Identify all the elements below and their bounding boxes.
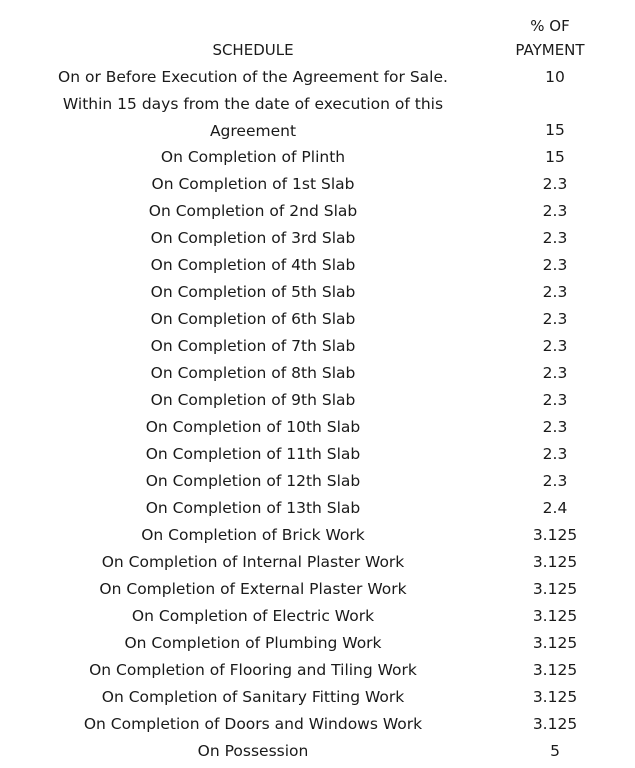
schedule-description: On Completion of Sanitary Fitting Work (101, 688, 405, 706)
table-row (0, 64, 635, 91)
schedule-description: On Completion of Plumbing Work (124, 634, 382, 652)
schedule-description: On Completion of 11th Slab (145, 445, 361, 463)
schedule-table (0, 64, 635, 765)
schedule-description: On or Before Execution of the Agreement for Sale. (58, 68, 448, 86)
schedule-description: On Completion of 9th Slab (150, 391, 356, 409)
table-row (0, 684, 635, 711)
percent-header-line2: PAYMENT (515, 41, 585, 59)
schedule-description: On Possession (197, 742, 309, 760)
schedule-description-line2: Agreement (209, 121, 297, 140)
table-row (0, 333, 635, 360)
schedule-description-line1: Within 15 days from the date of execution of this (62, 95, 444, 113)
payment-percent: 2.3 (542, 229, 568, 247)
payment-percent: 2.4 (542, 499, 568, 517)
payment-percent: 2.3 (542, 202, 568, 220)
schedule-description: On Completion of 13th Slab (145, 499, 361, 517)
table-row (0, 468, 635, 495)
payment-percent: 2.3 (542, 391, 568, 409)
payment-percent: 3.125 (532, 526, 578, 544)
table-row (0, 495, 635, 522)
percent-header-line1: % OF (530, 17, 570, 35)
table-row (0, 549, 635, 576)
payment-percent: 3.125 (532, 634, 578, 652)
payment-percent: 2.3 (542, 256, 568, 274)
payment-percent: 5 (550, 742, 560, 760)
table-row (0, 306, 635, 333)
table-row (0, 630, 635, 657)
schedule-description: On Completion of 6th Slab (150, 310, 356, 328)
table-row (0, 279, 635, 306)
schedule-description: On Completion of Doors and Windows Work (83, 715, 423, 733)
table-row (0, 91, 635, 144)
schedule-description: On Completion of Electric Work (131, 607, 375, 625)
schedule-description: On Completion of External Plaster Work (99, 580, 407, 598)
payment-percent: 15 (545, 121, 565, 139)
schedule-description: On Completion of 8th Slab (150, 364, 356, 382)
schedule-description: On Completion of Internal Plaster Work (101, 553, 405, 571)
schedule-description: On Completion of Flooring and Tiling Work (89, 661, 417, 679)
payment-percent: 10 (545, 68, 565, 86)
schedule-header: SCHEDULE (212, 41, 294, 59)
table-row (0, 576, 635, 603)
payment-percent: 2.3 (542, 175, 568, 193)
table-row (0, 414, 635, 441)
table-row (0, 738, 635, 765)
payment-percent: 2.3 (542, 418, 568, 436)
schedule-description: On Completion of 2nd Slab (148, 202, 358, 220)
table-row (0, 225, 635, 252)
payment-percent: 2.3 (542, 445, 568, 463)
table-row (0, 522, 635, 549)
payment-percent: 2.3 (542, 472, 568, 490)
schedule-description: On Completion of Plinth (160, 148, 346, 166)
schedule-description: On Completion of 5th Slab (150, 283, 356, 301)
payment-percent: 2.3 (542, 337, 568, 355)
schedule-description (0, 91, 506, 144)
payment-percent: 2.3 (542, 310, 568, 328)
schedule-description: On Completion of 4th Slab (150, 256, 356, 274)
table-row (0, 441, 635, 468)
table-row (0, 657, 635, 684)
table-row (0, 360, 635, 387)
payment-percent: 3.125 (532, 553, 578, 571)
schedule-description: On Completion of 7th Slab (150, 337, 356, 355)
table-row (0, 603, 635, 630)
table-row (0, 144, 635, 171)
payment-percent: 3.125 (532, 661, 578, 679)
table-row (0, 711, 635, 738)
payment-percent: 2.3 (542, 364, 568, 382)
schedule-description: On Completion of 10th Slab (145, 418, 361, 436)
schedule-description: On Completion of 12th Slab (145, 472, 361, 490)
table-row (0, 387, 635, 414)
schedule-description: On Completion of 3rd Slab (150, 229, 356, 247)
payment-percent: 3.125 (532, 688, 578, 706)
table-row (0, 171, 635, 198)
schedule-description: On Completion of Brick Work (141, 526, 365, 544)
payment-percent: 3.125 (532, 607, 578, 625)
payment-percent: 2.3 (542, 283, 568, 301)
table-row (0, 198, 635, 225)
payment-percent: 15 (545, 148, 565, 166)
payment-percent: 3.125 (532, 580, 578, 598)
schedule-description: On Completion of 1st Slab (151, 175, 355, 193)
payment-percent: 3.125 (532, 715, 578, 733)
table-row (0, 252, 635, 279)
